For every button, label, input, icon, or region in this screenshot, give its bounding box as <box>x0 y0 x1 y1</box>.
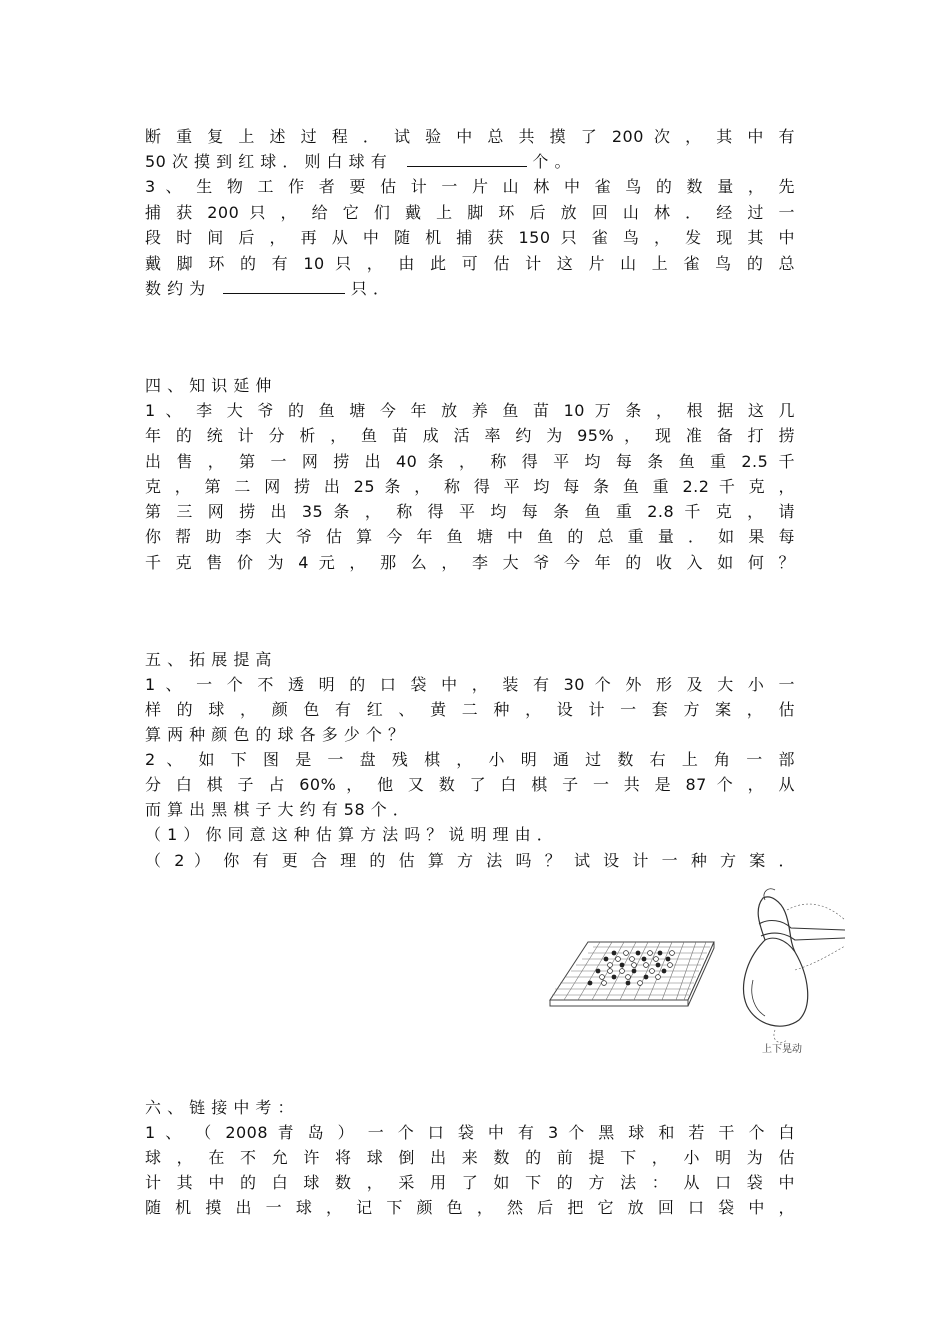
answer-blank[interactable] <box>407 152 527 167</box>
section-5-line: 算 两 种 颜 色 的 球 各 多 少 个 ？ <box>145 725 405 744</box>
section-5-title: 五 、 拓 展 提 高 <box>145 650 272 669</box>
section-5-line: （ 2 ） 你 有 更 合 理 的 估 算 方 法 吗 ？ 试 设 计 一 种 方 案 ． <box>145 851 795 870</box>
section-6-line: 球 ， 在 不 允 许 将 球 倒 出 来 数 的 前 提 下 ， 小 明 为 估 <box>145 1148 795 1167</box>
go-board-illustration <box>548 936 716 1010</box>
section-4-line: 年 的 统 计 分 析 ， 鱼 苗 成 活 率 约 为 95% ， 现 准 备 打 捞 <box>145 426 795 445</box>
question-2-line-2 <box>145 152 795 172</box>
section-4-line: 第 三 网 捞 出 35 条 ， 称 得 平 均 每 条 鱼 重 2.8 千 克 ， 请 <box>145 502 795 521</box>
question-3-unit: 只 ． <box>350 279 390 298</box>
question-3-line-3: 段 时 间 后 ， 再 从 中 随 机 捕 获 150 只 雀 鸟 ， 发 现 其 中 <box>145 228 795 247</box>
section-6-line: 计 其 中 的 白 球 数 ， 采 用 了 如 下 的 方 法 ： 从 口 袋 中 <box>145 1173 795 1192</box>
shaking-bag-illustration <box>735 880 845 1058</box>
question-3-text: 数 约 为 <box>145 279 206 298</box>
question-3-line-2: 捕 获 200 只 ， 给 它 们 戴 上 脚 环 后 放 回 山 林 ． 经 过 一 <box>145 203 795 222</box>
section-5-line: 2 、 如 下 图 是 一 盘 残 棋 ， 小 明 通 过 数 右 上 角 一 部 <box>145 750 795 769</box>
section-5-line: 而 算 出 黑 棋 子 大 约 有 58 个 ． <box>145 800 410 819</box>
section-5-line: （ 1 ） 你 同 意 这 种 估 算 方 法 吗 ？ 说 明 理 由 ． <box>145 825 554 844</box>
section-4-line: 克 ， 第 二 网 捞 出 25 条 ， 称 得 平 均 每 条 鱼 重 2.2 千 克 ， <box>145 477 795 496</box>
section-5-line: 1 、 一 个 不 透 明 的 口 袋 中 ， 装 有 30 个 外 形 及 大 小 一 <box>145 675 795 694</box>
section-5-line: 样 的 球 ， 颜 色 有 红 、 黄 二 种 ， 设 计 一 套 方 案 ， 估 <box>145 700 795 719</box>
section-4-line: 你 帮 助 李 大 爷 估 算 今 年 鱼 塘 中 鱼 的 总 重 量 ． 如 果 每 <box>145 527 795 546</box>
question-2-unit: 个 。 <box>532 152 572 171</box>
section-4-line: 1 、 李 大 爷 的 鱼 塘 今 年 放 养 鱼 苗 10 万 条 ， 根 据 这 几 <box>145 401 795 420</box>
section-5-line: 分 白 棋 子 占 60% ， 他 又 数 了 白 棋 子 一 共 是 87 个 ， 从 <box>145 775 795 794</box>
question-3-line-5 <box>145 279 795 299</box>
section-6-title: 六 、 链 接 中 考 ： <box>145 1098 295 1117</box>
section-4-title: 四 、 知 识 延 伸 <box>145 376 272 395</box>
question-3-line-1: 3 、 生 物 工 作 者 要 估 计 一 片 山 林 中 雀 鸟 的 数 量 ， 先 <box>145 177 795 196</box>
section-6-line: 随 机 摸 出 一 球 ， 记 下 颜 色 ， 然 后 把 它 放 回 口 袋 中 ， <box>145 1198 795 1217</box>
question-3-line-4: 戴 脚 环 的 有 10 只 ， 由 此 可 估 计 这 片 山 上 雀 鸟 的 总 <box>145 254 795 273</box>
section-6-line: 1 、 （ 2008 青 岛 ） 一 个 口 袋 中 有 3 个 黑 球 和 若 干 个 白 <box>145 1123 795 1142</box>
bag-caption: 上下晃动 <box>762 1044 802 1055</box>
answer-blank[interactable] <box>223 279 345 294</box>
question-2-text: 50 次 摸 到 红 球 ． 则 白 球 有 <box>145 152 388 171</box>
question-2-line-1: 断 重 复 上 述 过 程 ． 试 验 中 总 共 摸 了 200 次 ， 其 中 有 <box>145 127 795 146</box>
section-4-line: 千 克 售 价 为 4 元 ， 那 么 ， 李 大 爷 今 年 的 收 入 如 何 ？ <box>145 553 795 572</box>
section-4-line: 出 售 ， 第 一 网 捞 出 40 条 ， 称 得 平 均 每 条 鱼 重 2.5 千 <box>145 452 795 471</box>
